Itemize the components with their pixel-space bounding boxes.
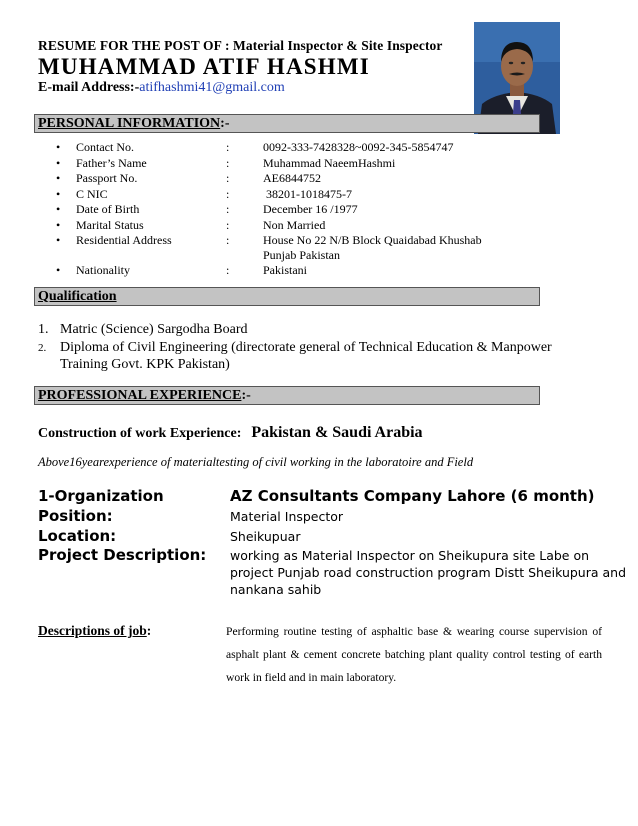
info-label: Date of Birth (76, 202, 140, 216)
project-description-line: working as Material Inspector on Sheikupura site Labe on (230, 548, 590, 563)
post-title: RESUME FOR THE POST OF : Material Inspector & Site Inspector (38, 38, 443, 53)
bullet-icon: • (56, 140, 61, 154)
construction-value: Pakistan & Saudi Arabia (251, 424, 423, 441)
job-description-heading: Descriptions of job (38, 623, 147, 638)
info-value: House No 22 N/B Block Quaidabad Khushab (263, 233, 482, 247)
project-description-line: nankana sahib (230, 582, 322, 597)
info-label: Residential Address (76, 233, 172, 247)
project-description-label: Project Description: (38, 546, 207, 564)
info-label: Passport No. (76, 171, 138, 185)
info-value: Muhammad NaeemHashmi (263, 156, 396, 170)
organization-label: 1-Organization (38, 487, 164, 505)
email-link[interactable]: atifhashmi41@gmail.com (139, 80, 285, 95)
info-label: Father’s Name (76, 156, 147, 170)
info-label: Nationality (76, 263, 130, 277)
info-label: C NIC (76, 187, 108, 201)
section-heading: Qualification (38, 289, 117, 304)
qualification-number: 1. (38, 322, 49, 337)
bullet-icon: • (56, 202, 61, 216)
email-label: E-mail Address:- (38, 80, 140, 95)
position-value: Material Inspector (230, 509, 344, 524)
bullet-icon: • (56, 233, 61, 247)
position-label: Position: (38, 507, 113, 525)
experience-summary: Above16yearexperience of materialtesting of civil working in the laboratoire and Field (38, 455, 474, 469)
info-value: December 16 /1977 (263, 202, 358, 216)
info-colon: : (226, 171, 230, 185)
location-label: Location: (38, 527, 117, 545)
info-colon: : (226, 218, 230, 232)
email-line (38, 80, 285, 96)
info-value: Punjab Pakistan (263, 248, 340, 262)
info-value: Pakistani (263, 263, 307, 277)
qualification-text: Diploma of Civil Engineering (directorate general of Technical Education & Manpower (60, 340, 552, 355)
bullet-icon: • (56, 187, 61, 201)
info-value: 0092-333-7428328~0092-345-5854747 (263, 140, 454, 154)
section-qualification (34, 287, 540, 306)
info-value: AE6844752 (263, 171, 321, 185)
job-description-colon: : (146, 623, 152, 638)
bullet-icon: • (56, 156, 61, 170)
qualification-item (38, 340, 552, 356)
bullet-icon: • (56, 171, 61, 185)
location-value: Sheikupuar (230, 529, 301, 544)
qualification-item (38, 322, 248, 338)
info-colon: : (226, 187, 230, 201)
job-description-label (38, 623, 151, 639)
info-colon: : (226, 156, 230, 170)
job-description-text: Performing routine testing of asphaltic base & wearing course supervision of asphalt plant & cement concrete batching plant quality control testing of earth work in field and in main laboratory. (226, 625, 602, 684)
section-heading: PROFESSIONAL EXPERIENCE (38, 388, 242, 403)
construction-experience (38, 424, 423, 442)
section-personal-information (34, 114, 540, 133)
bullet-icon: • (56, 218, 61, 232)
organization-value: AZ Consultants Company Lahore (6 month) (230, 487, 595, 505)
section-professional-experience (34, 386, 540, 405)
bullet-icon: • (56, 263, 61, 277)
qualification-number: 2. (38, 342, 47, 354)
info-value: Non Married (263, 218, 326, 232)
project-description-line: project Punjab road construction program Distt Sheikupura and (230, 565, 627, 580)
section-heading-suffix: :- (220, 116, 230, 131)
info-label: Marital Status (76, 218, 144, 232)
qualification-text: Matric (Science) Sargodha Board (60, 322, 248, 337)
candidate-name: MUHAMMAD ATIF HASHMI (38, 54, 370, 79)
qualification-text: Training Govt. KPK Pakistan) (60, 357, 230, 372)
qualification-item-continuation (60, 357, 230, 373)
section-heading: PERSONAL INFORMATION (38, 116, 221, 131)
info-colon: : (226, 263, 230, 277)
info-colon: : (226, 233, 230, 247)
info-value: 38201-1018475-7 (263, 187, 352, 201)
info-colon: : (226, 140, 230, 154)
info-colon: : (226, 202, 230, 216)
construction-label: Construction of work Experience: (38, 426, 242, 441)
info-label: Contact No. (76, 140, 134, 154)
section-heading-suffix: :- (241, 388, 251, 403)
